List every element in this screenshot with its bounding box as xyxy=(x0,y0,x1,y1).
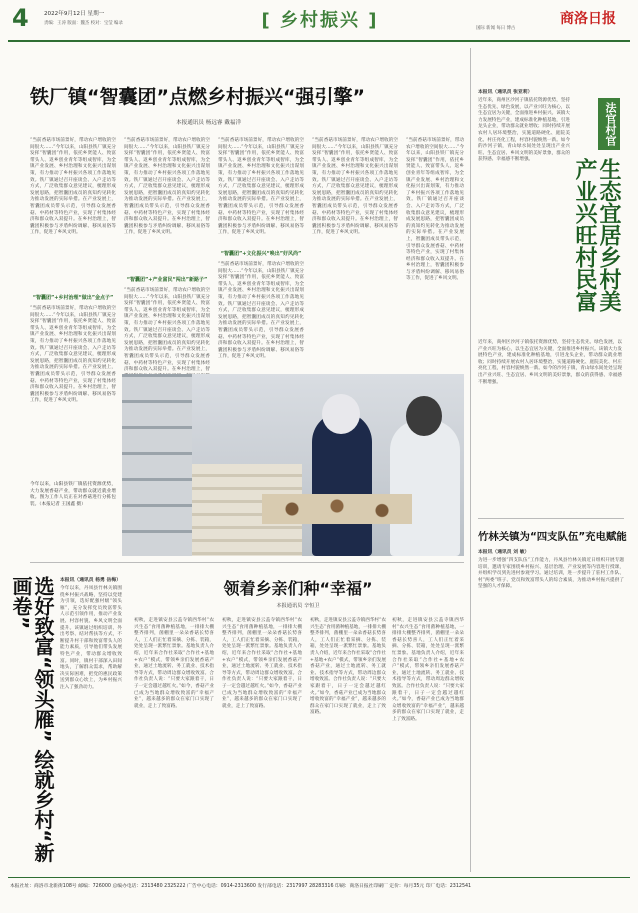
article1-col1a: “当前香菇市场前景好，带动农户增收的空间很大……”今年以来，山阳县铁厂镇充分发挥“智囊团”作用，依托乡贤能人、致富带头人、返乡创业青年等组成智库，为全镇产业发展、乡村治理和文化振兴出谋划策，有力推动了乡村振兴各项工作落地见效。铁厂镇通过召开座谈会、入户走访等方式，广泛收集群众意见建议，梳理形成发展思路，把智囊团成员的真知灼见转化为推动发展的实际举措。在产业发展上，智囊团成员带头示范，引导群众发展香菇、中药材等特色产业，实现了村集体经济和群众收入双提升。在乡村治理上，智囊团积极参与矛盾纠纷调解、移风易俗等工作，促进了乡风文明。 xyxy=(30,138,116,236)
photo-caption: 今年以来，山阳县铁厂镇依托资源优势，大力发展香菇产业，带动群众就近就业增收。图为工作人员正在对香菇进行分拣包装。（本报记者 王国鑫 摄） xyxy=(30,482,116,507)
article3-headline: 竹林关镇为“四支队伍”充电赋能 xyxy=(478,531,627,543)
section-title: [ 乡村振兴 ] xyxy=(261,10,379,31)
worker-figure-right-head xyxy=(406,396,442,436)
article2-col1: 初秋，走进镇安县云盖寺镇西华村“农兴生态”食用菌种植基地，一排排大棚整齐排列，菌棚里一朵朵香菇长势喜人，工人们正忙着采摘、分拣、装箱，处处呈现一派繁忙景象。基地负责人介绍，近年来合作社采取“合作社+基地+农户”模式，带领乡亲们发展香菇产业，通过土地流转、务工就业、技术指导等方式，带动周边群众增收致富。合作社负责人说：“只要大家跟着干，日子一定会越过越红火。”如今，香菇产业已成为当地群众增收致富的“幸福产业”，越来越多的群众在家门口实现了就业，走上了致富路。 xyxy=(134,618,214,709)
article1-col4: “当前香菇市场前景好，带动农户增收的空间很大……”今年以来，山阳县铁厂镇充分发挥“智囊团”作用，依托乡贤能人、致富带头人、返乡创业青年等组成智库，为全镇产业发展、乡村治理和文化振兴出谋划策，有力推动了乡村振兴各项工作落地见效。铁厂镇通过召开座谈会、入户走访等方式，广泛收集群众意见建议，梳理形成发展思路，把智囊团成员的真知灼见转化为推动发展的实际举措。在产业发展上，智囊团成员带头示范，引导群众发展香菇、中药材等特色产业，实现了村集体经济和群众收入双提升。在乡村治理上，智囊团积极参与矛盾纠纷调解、移风易俗等工作，促进了乡风文明。 xyxy=(312,138,398,236)
right-vertical-headline: 生态宜居乡村美 产业兴旺村民富 xyxy=(572,158,621,312)
side-byline: 本报讯（通讯员 杨勇 岳梅） xyxy=(60,578,121,583)
footer-rule xyxy=(8,877,630,878)
article1-headline: 铁厂镇“智囊团”点燃乡村振兴“强引擎” xyxy=(30,86,365,108)
article1-subhead3: “智囊团”+文化振兴“唤出”好风尚” xyxy=(220,251,302,257)
article1-subhead1: “智囊团”+乡村治理“做出”金点子” xyxy=(32,295,114,301)
article1-col3b: “当前香菇市场前景好，带动农户增收的空间很大……”今年以来，山阳县铁厂镇充分发挥“智囊团”作用，依托乡贤能人、致富带头人、返乡创业青年等组成智库，为全镇产业发展、乡村治理和文化振兴出谋划策，有力推动了乡村振兴各项工作落地见效。铁厂镇通过召开座谈会、入户走访等方式，广泛收集群众意见建议，梳理形成发展思路，把智囊团成员的真知灼见转化为推动发展的实际举措。在产业发展上，智囊团成员带头示范，引导群众发展香菇、中药材等特色产业，实现了村集体经济和群众收入双提升。在乡村治理上，智囊团积极参与矛盾纠纷调解、移风易俗等工作，促进了乡风文明。 xyxy=(218,262,304,360)
header-rule xyxy=(8,40,630,42)
article3-byline: 本报讯（通讯员 刘 敏） xyxy=(478,550,530,555)
page-header xyxy=(0,0,638,42)
article1-col2b: “当前香菇市场前景好，带动农户增收的空间很大……”今年以来，山阳县铁厂镇充分发挥“智囊团”作用，依托乡贤能人、致富带头人、返乡创业青年等组成智库，为全镇产业发展、乡村治理和文化振兴出谋划策，有力推动了乡村振兴各项工作落地见效。铁厂镇通过召开座谈会、入户走访等方式，广泛收集群众意见建议，梳理形成发展思路，把智囊团成员的真知灼见转化为推动发展的实际举措。在产业发展上，智囊团成员带头示范，引导群众发展香菇、中药材等特色产业，实现了村集体经济和群众收入双提升。在乡村治理上，智 xyxy=(124,288,210,373)
article2-byline: 本报通讯员 辛恒卫 xyxy=(276,603,320,609)
right-byline: 本报讯（通讯员 张亚莉） xyxy=(478,90,533,95)
worker-figure-right xyxy=(390,420,460,556)
shelf-rack-left xyxy=(122,374,192,556)
date-line: 2022年9月12日 星期一 xyxy=(44,11,105,17)
article1-byline: 本报通讯员 杨远睿 戴福洋 xyxy=(176,120,242,126)
mushroom-tray xyxy=(262,494,412,524)
article2-col2: 初秋，走进镇安县云盖寺镇西华村“农兴生态”食用菌种植基地，一排排大棚整齐排列，菌棚里一朵朵香菇长势喜人，工人们正忙着采摘、分拣、装箱，处处呈现一派繁忙景象。基地负责人介绍，近年来合作社采取“合作社+基地+农户”模式，带领乡亲们发展香菇产业，通过土地流转、务工就业、技术指导等方式，带动周边群众增收致富。合作社负责人说：“只要大家跟着干，日子一定会越过越红火。”如今，香菇产业已成为当地群众增收致富的“幸福产业”，越来越多的群众在家门口实现了就业，走上了致富路。 xyxy=(222,618,302,709)
article1-subhead2: “智囊团”+产业富民“闯出”新路子” xyxy=(126,277,208,283)
editor-line: 责编：王涛 版面：魏杰 校对：宝莹 编录 xyxy=(44,21,123,26)
side-divider xyxy=(30,562,464,563)
article2-col3: 初秋，走进镇安县云盖寺镇西华村“农兴生态”食用菌种植基地，一排排大棚整齐排列，菌棚里一朵朵香菇长势喜人，工人们正忙着采摘、分拣、装箱，处处呈现一派繁忙景象。基地负责人介绍，近年来合作社采取“合作社+基地+农户”模式，带领乡亲们发展香菇产业，通过土地流转、务工就业、技术指导等方式，带动周边群众增收致富。合作社负责人说：“只要大家跟着干，日子一定会越过越红火。”如今，香菇产业已成为当地群众增收致富的“幸福产业”，越来越多的群众在家门口实现了就业，走上了致富路。 xyxy=(310,618,386,716)
right-meta: 国际 新闻 每日 博古 xyxy=(476,26,516,31)
right-body-top: 近年来，商州区沙河子镇依托资源优势，坚持生态优先、绿色发展，以产业兴旺为核心，以生态宜居为关键，全面推进乡村振兴。该镇大力发展特色产业，建成标准化种植基地，引进龙头企业，带动群众就业增收；同时持续开展农村人居环境整治，实施道路硬化、庭院美化、村庄亮化工程，村容村貌焕然一新。如今的沙河子镇，青山绿水间处处呈现出产业兴旺、生态宜居、乡风文明的美好景象，群众的获得感、幸福感不断增强。 xyxy=(478,98,570,163)
masthead-logo: 商洛日报 xyxy=(560,11,616,27)
right-body-bottom: 近年来，商州区沙河子镇依托资源优势，坚持生态优先、绿色发展，以产业兴旺为核心，以生态宜居为关键，全面推进乡村振兴。该镇大力发展特色产业，建成标准化种植基地，引进龙头企业，带动群众就业增收；同时持续开展农村人居环境整治，实施道路硬化、庭院美化、村庄亮化工程，村容村貌焕然一新。如今的沙河子镇，青山绿水间处处呈现出产业兴旺、生态宜居、乡风文明的美好景象，群众的获得感、幸福感不断增强。 xyxy=(478,340,622,385)
article1-col3a: “当前香菇市场前景好，带动农户增收的空间很大……”今年以来，山阳县铁厂镇充分发挥“智囊团”作用，依托乡贤能人、致富带头人、返乡创业青年等组成智库，为全镇产业发展、乡村治理和文化振兴出谋划策，有力推动了乡村振兴各项工作落地见效。铁厂镇通过召开座谈会、入户走访等方式，广泛收集群众意见建议，梳理形成发展思路，把智囊团成员的真知灼见转化为推动发展的实际举措。在产业发展上，智囊团成员带头示范，引导群众发展香菇、中药材等特色产业，实现了村集体经济和群众收入双提升。在乡村治理上，智囊团积极参与矛盾纠纷调解、移风易俗等工作，促进了乡风文明。 xyxy=(218,138,304,236)
article3-divider xyxy=(478,518,624,519)
article1-col1b: “当前香菇市场前景好，带动农户增收的空间很大……”今年以来，山阳县铁厂镇充分发挥“智囊团”作用，依托乡贤能人、致富带头人、返乡创业青年等组成智库，为全镇产业发展、乡村治理和文化振兴出谋划策，有力推动了乡村振兴各项工作落地见效。铁厂镇通过召开座谈会、入户走访等方式，广泛收集群众意见建议，梳理形成发展思路，把智囊团成员的真知灼见转化为推动发展的实际举措。在产业发展上，智囊团成员带头示范，引导群众发展香菇、中药材等特色产业，实现了村集体经济和群众收入双提升。在乡村治理上，智囊团积极参与矛盾纠纷调解、移风易俗等工作，促进了乡风文明。 xyxy=(30,306,116,404)
page-number: 4 xyxy=(12,4,29,32)
article1-col5: “当前香菇市场前景好，带动农户增收的空间很大……”今年以来，山阳县铁厂镇充分发挥“智囊团”作用，依托乡贤能人、致富带头人、返乡创业青年等组成智库，为全镇产业发展、乡村治理和文化振兴出谋划策，有力推动了乡村振兴各项工作落地见效。铁厂镇通过召开座谈会、入户走访等方式，广泛收集群众意见建议，梳理形成发展思路，把智囊团成员的真知灼见转化为推动发展的实际举措。在产业发展上，智囊团成员带头示范，引导群众发展香菇、中药材等特色产业，实现了村集体经济和群众收入双提升。在乡村治理上，智囊团积极参与矛盾纠纷调解、移风易俗等工作，促进了乡风文明。 xyxy=(406,138,464,282)
right-divider xyxy=(470,48,471,872)
footer-text: 本报社址：商洛市北新街108号 邮编：726000 总编办电话：2313480 2325222 广告中心电话：0914-2313600 发行部电话：2317997 28283316 印刷：商洛日报社印刷厂 定价：每月35元 印厂电话：2312541 xyxy=(10,884,472,889)
side-body: 今年以来，丹凤县竹林关镇围绕乡村振兴战略，坚持以党建为引领，选好配强村级“领头雁”，充分发挥党员致富带头人示范引领作用，推动产业发展、村容村貌、乡风文明全面提升。该镇通过组织培训、外出考察、结对帮扶等方式，不断提升村干部和致富带头人的能力素质，引导他们带头发展特色产业，带动群众增收致富。同时，镇村干部深入田间地头，了解群众需求，帮助解决实际困难，把党的惠民政策送到群众心坎上，为乡村振兴注入了强劲动力。 xyxy=(60,586,122,690)
article1-photo xyxy=(122,374,464,556)
article2-col4: 初秋，走进镇安县云盖寺镇西华村“农兴生态”食用菌种植基地，一排排大棚整齐排列，菌棚里一朵朵香菇长势喜人，工人们正忙着采摘、分拣、装箱，处处呈现一派繁忙景象。基地负责人介绍，近年来合作社采取“合作社+基地+农户”模式，带领乡亲们发展香菇产业，通过土地流转、务工就业、技术指导等方式，带动周边群众增收致富。合作社负责人说：“只要大家跟着干，日子一定会越过越红火。”如今，香菇产业已成为当地群众增收致富的“幸福产业”，越来越多的群众在家门口实现了就业，走上了致富路。 xyxy=(392,618,464,722)
right-tag: 法官村官 xyxy=(598,98,620,150)
worker-figure-left-head xyxy=(322,394,360,434)
side-vertical-headline: 选好致富“领头雁” 绘就乡村“新画卷” xyxy=(9,576,55,863)
article3-body: 为进一步增强“四支队伍”工作能力，丹凤县竹林关镇近日组织开展专题培训，邀请专家围绕乡村振兴、基层治理、产业发展等内容进行授课，并组织学员到先进村参观学习。通过培训，进一步提升了驻村工作队、村“两委”班子、党员和致富带头人的综合素质，为推动乡村振兴提供了坚强的人才保障。 xyxy=(478,558,624,590)
article2-headline: 领着乡亲们种“幸福” xyxy=(223,579,373,598)
article1-col2a: “当前香菇市场前景好，带动农户增收的空间很大……”今年以来，山阳县铁厂镇充分发挥“智囊团”作用，依托乡贤能人、致富带头人、返乡创业青年等组成智库，为全镇产业发展、乡村治理和文化振兴出谋划策，有力推动了乡村振兴各项工作落地见效。铁厂镇通过召开座谈会、入户走访等方式，广泛收集群众意见建议，梳理形成发展思路，把智囊团成员的真知灼见转化为推动发展的实际举措。在产业发展上，智囊团成员带头示范，引导群众发展香菇、中药材等特色产业，实现了村集体经济和群众收入双提升。在乡村治理上，智囊团积极参与矛盾纠纷调解、移风易俗等工作，促进了乡风文明。 xyxy=(124,138,210,236)
